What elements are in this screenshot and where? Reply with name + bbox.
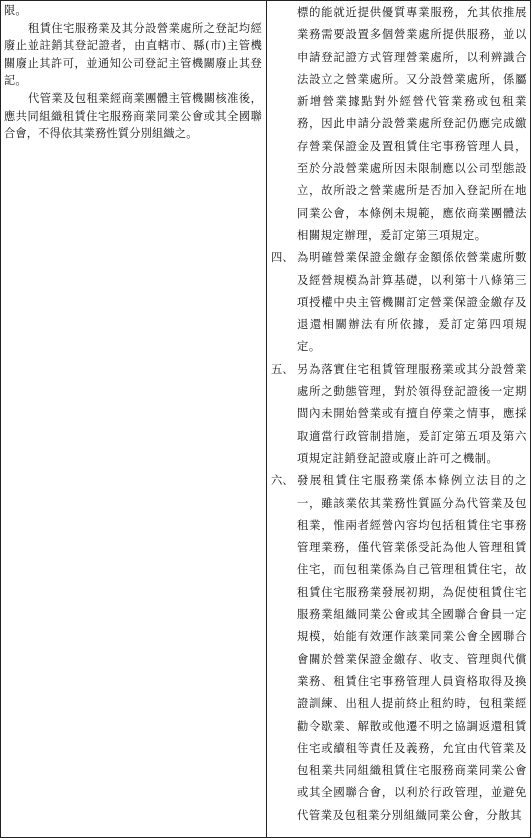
item-number-6: 六、 xyxy=(271,474,294,488)
left-column xyxy=(4,2,262,143)
item-text-6: 發展租賃住宅服務業係本條例立法目的之一，雖該業依其業務性質區分為代管業及包租業，惟兩者經營內容均包括租賃住宅事務管理業務，僅代管業係受託為他人管理租賃住宅，而包租業係為自己管理租賃住宅，故租賃住宅服務業發展初期，為促使租賃住宅服務業組織同業公會或其全國聯合會員一定規模，始能有效運作該業同業公會全國聯合會關於營業保證金繳存、收支、管理與代償業務、租賃住宅事務管理人員資格取得及換證訓練、出租人提前終止租約時，包租業經勸令歇業、解散或他遷不明之協調返還租賃住宅或續租等責任及義務，允宜由代管業及包租業共同組織租賃住宅服務商業同業公會或其全國聯合會，以利於行政管理，並避免代管業及包租業分別組織同業公會，分散其 xyxy=(297,474,527,822)
list-item-4 xyxy=(271,247,527,358)
right-continuation-paragraph: 標的能就近提供優質專業服務，允其依推展業務需要設置多個營業處所提供服務，並以申請登記證方式管理營業處所，以利辨識合法設立之營業處所。又分設營業處所，係屬新增營業據點對外經營代管業務或包租業務，因此申請分設營業處所登記仍應完成繳存營業保證金及置租賃住宅事務管理人員，至於分設營業處所因未限制應以公司型態設立，故所設之營業處所是否加入登記所在地同業公會，本條例未規範，應依商業團體法相關規定辦理，爰訂定第三項規定。 xyxy=(297,6,527,242)
item-text-4: 為明確營業保證金繳存金額係依營業處所數及經營規模為計算基礎，以利第十八條第三項授權中央主管機關訂定營業保證金繳存及退還相關辦法有所依據，爰訂定第四項規定。 xyxy=(297,251,527,354)
list-item-6 xyxy=(271,470,527,827)
left-paragraph-3: 代管業及包租業經商業團體主管機關核准後，應共同組織租賃住宅服務商業同業公會或其全國聯合會，不得依其業務性質分別組織之。 xyxy=(4,91,262,141)
left-paragraph-2: 租賃住宅服務業及其分設營業處所之登記均經廢止並註銷其登記證者，由直轄市、縣(市)主管機關廢止其許可，並通知公司登記主管機關廢止其登記。 xyxy=(4,21,262,88)
left-paragraph-1: 限。 xyxy=(4,4,27,17)
item-text-5: 另為落實住宅租賃管理服務業或其分設營業處所之動態管理，對於領得登記證後一定期間內未開始營業或有擅自停業之情事，應採取適當行政管制措施，爰訂定第五項及第六項規定註銷登記證或廢止許可之機制。 xyxy=(297,362,527,465)
right-column xyxy=(271,2,527,827)
item-number-4: 四、 xyxy=(271,251,294,265)
column-divider xyxy=(266,0,267,838)
item-number-5: 五、 xyxy=(271,362,294,376)
list-item-5 xyxy=(271,359,527,470)
